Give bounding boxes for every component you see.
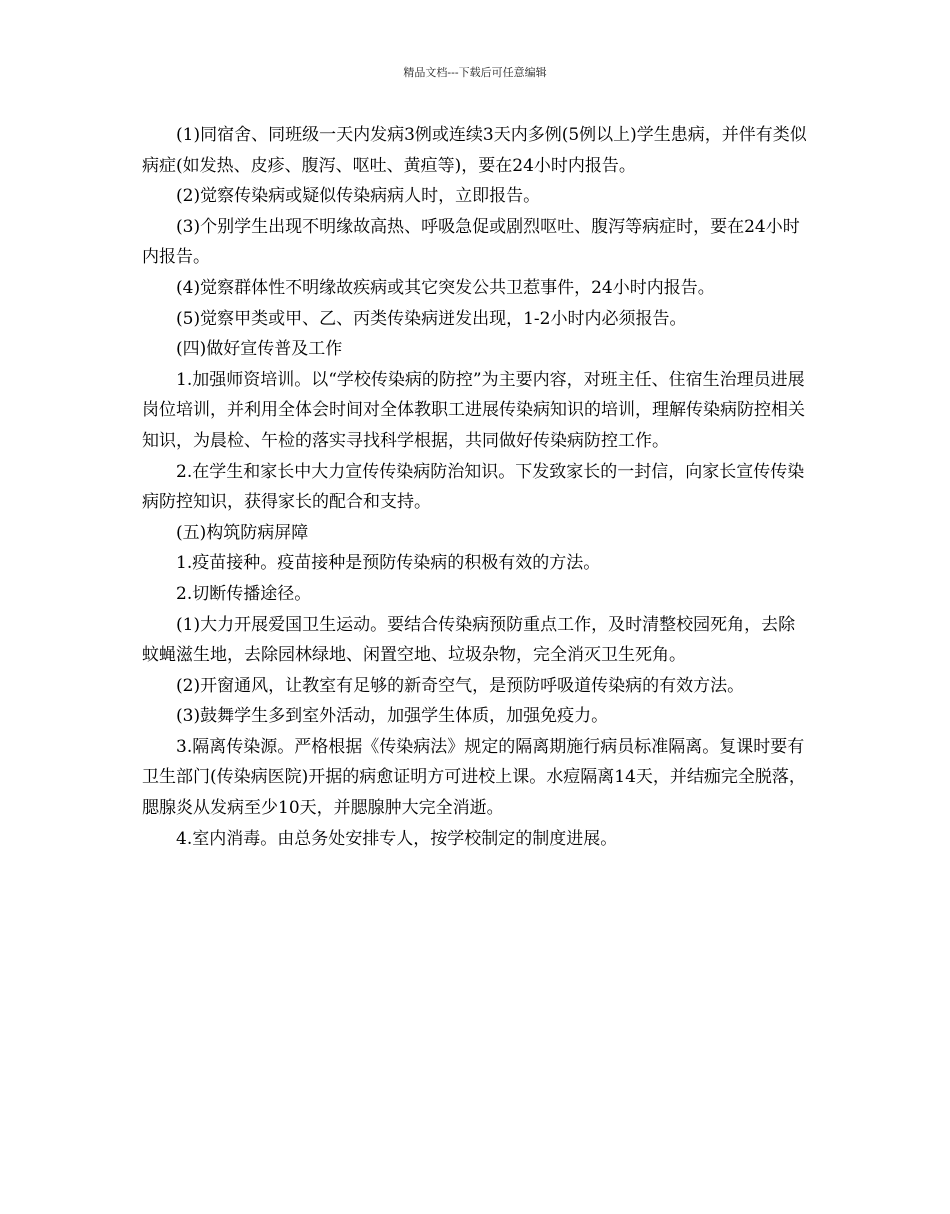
paragraph: (1)同宿舍、同班级一天内发病3例或连续3天内多例(5例以上)学生患病，并伴有类似病症(如发热、皮疹、腹泻、呕吐、黄疸等)，要在24小时内报告。 [142,125,807,176]
paragraph: 3.隔离传染源。严格根据《传染病法》规定的隔离期施行病员标准隔离。复课时要有卫生部门(传染病医院)开据的病愈证明方可进校上课。水痘隔离14天，并结痂完全脱落，腮腺炎从发病至少10天，并腮腺肿大完全消逝。 [142,736,806,819]
paragraph: 1.疫苗接种。疫苗接种是预防传染病的积极有效的方法。 [176,553,601,574]
paragraph: 2.在学生和家长中大力宣传传染病防治知识。下发致家长的一封信，向家长宣传传染病防控知识，获得家长的配合和支持。 [142,461,805,513]
paragraph: 1.加强师资培训。以“学校传染病的防控”为主要内容，对班主任、住宿生治理员进展岗位培训，并利用全体会时间对全体教职工进展传染病知识的培训，理解传染病防控相关知识，为晨检、午检的落实寻找科学根据，共同做好传染病防控工作。 [142,369,805,451]
paragraph: (2)开窗通风，让教室有足够的新奇空气，是预防呼吸道传染病的有效方法。 [176,675,745,696]
section-heading: (五)构筑防病屏障 [176,522,309,543]
paragraph: (2)觉察传染病或疑似传染病病人时，立即报告。 [176,186,541,207]
section-heading: (四)做好宣传普及工作 [176,339,343,360]
document-body [142,120,810,854]
paragraph: 2.切断传播途径。 [176,583,312,604]
paragraph: 4.室内消毒。由总务处安排专人，按学校制定的制度进展。 [176,828,618,849]
page-header: 精品文档---下载后可任意编辑 [403,66,547,79]
paragraph: (5)觉察甲类或甲、乙、丙类传染病迸发出现，1-2小时内必须报告。 [176,308,687,329]
paragraph: (4)觉察群体性不明缘故疾病或其它突发公共卫惹事件，24小时内报告。 [176,277,715,298]
paragraph: (3)鼓舞学生多到室外活动，加强学生体质，加强免疫力。 [176,706,609,727]
paragraph: (1)大力开展爱国卫生运动。要结合传染病预防重点工作，及时清整校园死角，去除蚊蝇滋生地，去除园林绿地、闲置空地、垃圾杂物，完全消灭卫生死角。 [142,614,796,666]
paragraph: (3)个别学生出现不明缘故高热、呼吸急促或剧烈呕吐、腹泻等病症时，要在24小时内报告。 [142,216,800,268]
